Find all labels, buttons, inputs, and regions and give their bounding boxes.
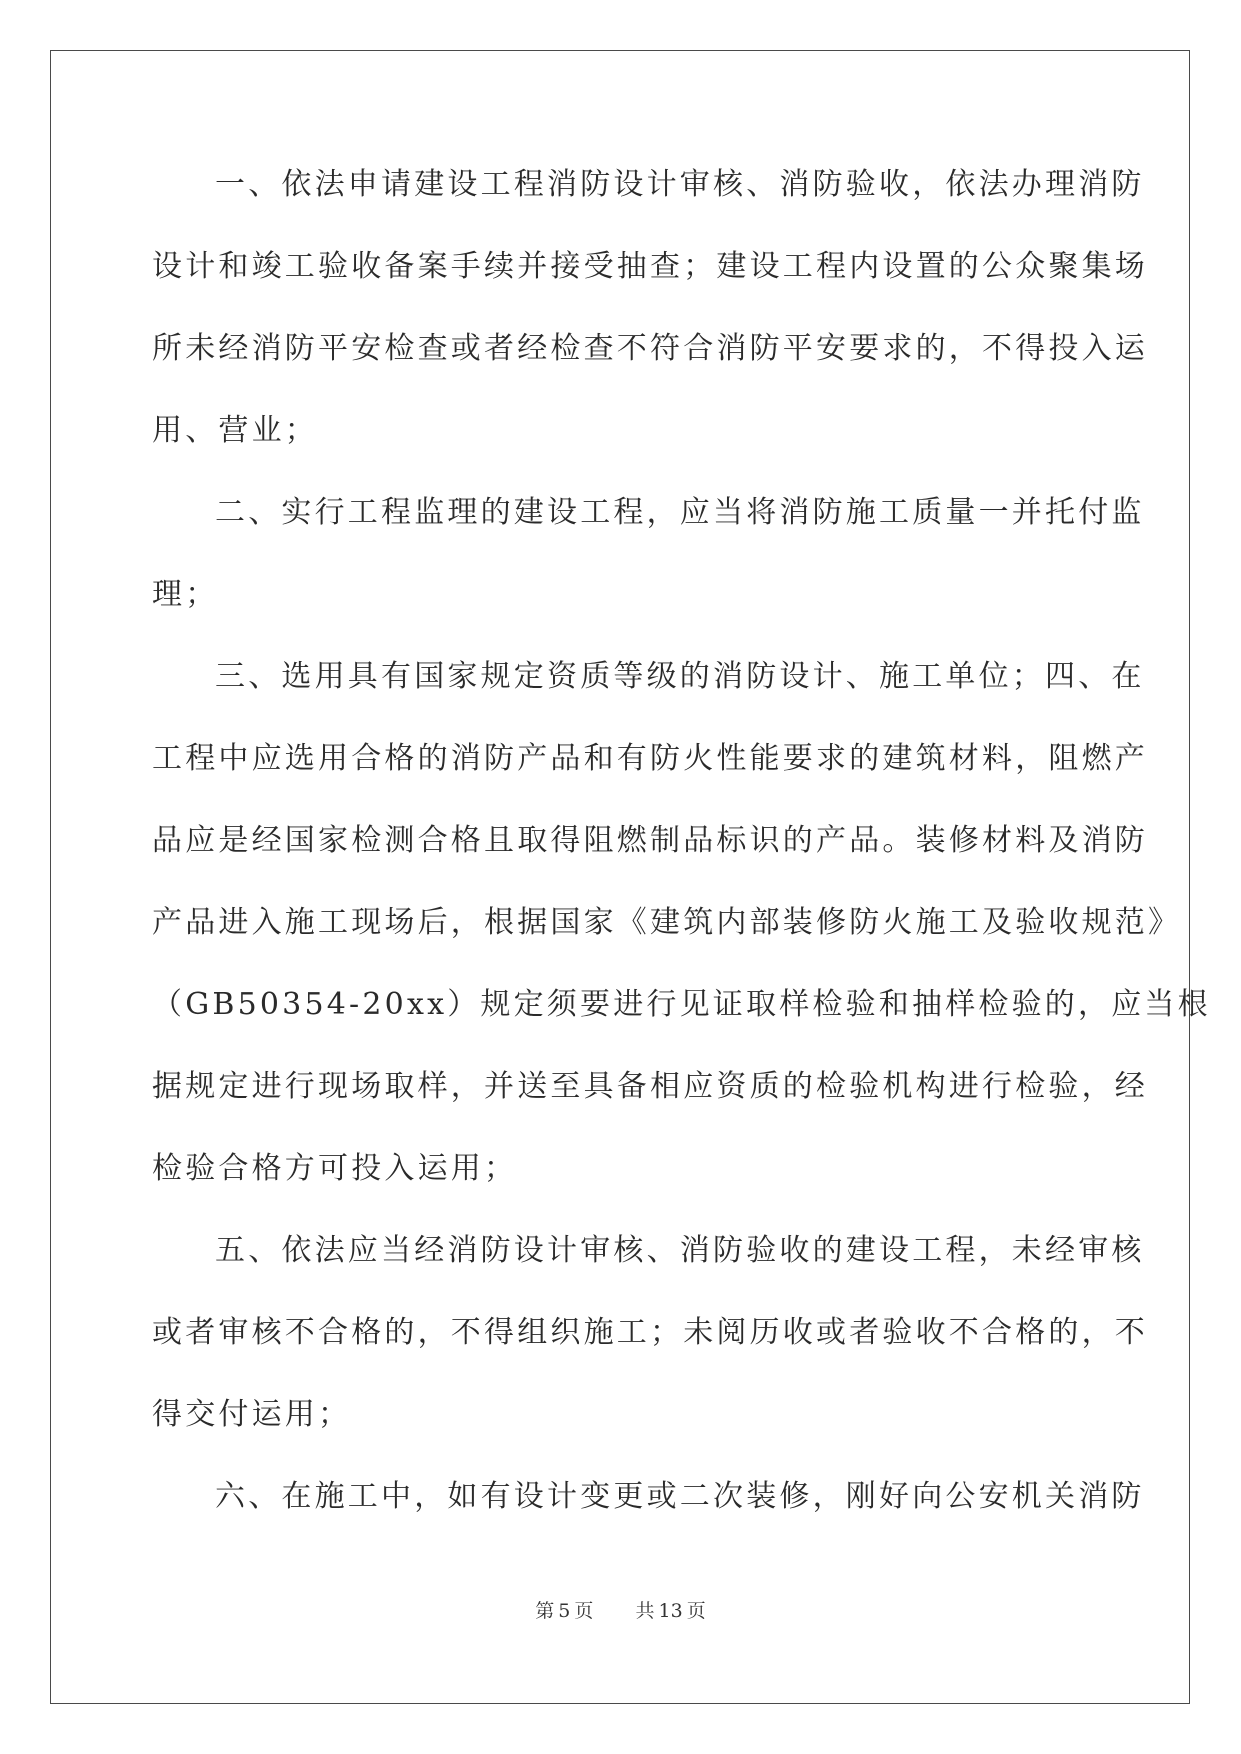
document-body <box>152 160 1211 1554</box>
total-pages: 13 <box>658 1600 683 1622</box>
paragraph-4-line-1: 五、依法应当经消防设计审核、消防验收的建设工程，未经审核 <box>215 1233 1145 1268</box>
page-number-label <box>533 1600 601 1622</box>
paragraph-2-line-2: 理； <box>152 577 219 612</box>
total-pages-label <box>634 1600 708 1622</box>
paragraph-3-line-5: （GB50354-20xx）规定须要进行见证取样检验和抽样检验的，应当根 <box>152 987 1211 1022</box>
page-suffix: 页 <box>574 1600 594 1622</box>
paragraph-1-line-2: 设计和竣工验收备案手续并接受抽查；建设工程内设置的公众聚集场 <box>152 249 1148 284</box>
paragraph-2-line-1: 二、实行工程监理的建设工程，应当将消防施工质量一并托付监 <box>215 495 1145 530</box>
page-prefix: 第 <box>535 1600 555 1622</box>
paragraph-4-line-3: 得交付运用； <box>152 1397 352 1432</box>
page-number: 5 <box>558 1600 571 1622</box>
paragraph-4-line-2: 或者审核不合格的，不得组织施工；未阅历收或者验收不合格的，不 <box>152 1315 1148 1350</box>
paragraph-3-line-4: 产品进入施工现场后，根据国家《建筑内部装修防火施工及验收规范》 <box>152 905 1182 940</box>
paragraph-3-line-1: 三、选用具有国家规定资质等级的消防设计、施工单位；四、在 <box>215 659 1145 694</box>
paragraph-3-line-7: 检验合格方可投入运用； <box>152 1151 518 1186</box>
total-prefix: 共 <box>635 1600 655 1622</box>
paragraph-1-line-3: 所未经消防平安检查或者经检查不符合消防平安要求的，不得投入运 <box>152 331 1148 366</box>
paragraph-3-line-6: 据规定进行现场取样，并送至具备相应资质的检验机构进行检验，经 <box>152 1069 1148 1104</box>
paragraph-1-line-4: 用、营业； <box>152 413 318 448</box>
total-suffix: 页 <box>686 1600 706 1622</box>
paragraph-5-line-1: 六、在施工中，如有设计变更或二次装修，刚好向公安机关消防 <box>215 1479 1145 1514</box>
paragraph-3-line-3: 品应是经国家检测合格且取得阻燃制品标识的产品。装修材料及消防 <box>152 823 1148 858</box>
page-footer <box>0 1596 1241 1623</box>
paragraph-3-line-2: 工程中应选用合格的消防产品和有防火性能要求的建筑材料，阻燃产 <box>152 741 1148 776</box>
paragraph-1-line-1: 一、依法申请建设工程消防设计审核、消防验收，依法办理消防 <box>215 167 1145 202</box>
